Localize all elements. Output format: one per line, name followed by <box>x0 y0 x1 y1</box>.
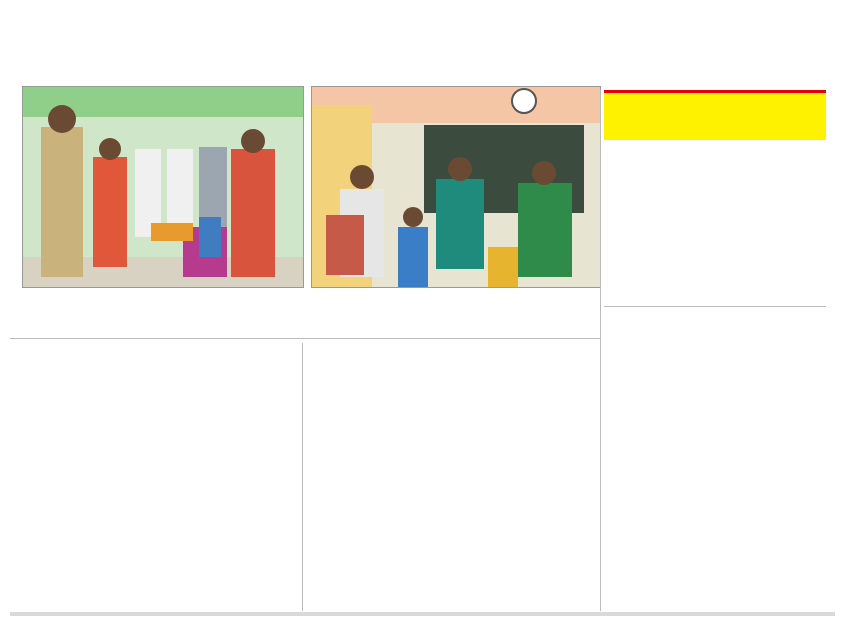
photo-illustration <box>23 87 303 287</box>
article-subheading <box>604 312 826 334</box>
article-column-4 <box>604 338 826 611</box>
caption-right-photo <box>311 290 601 334</box>
page-bottom-rule <box>10 612 835 616</box>
article-column-3 <box>604 158 826 300</box>
article-column-1 <box>10 343 298 611</box>
page-headline <box>10 4 835 76</box>
section-divider <box>604 306 826 307</box>
column-divider <box>302 343 303 611</box>
section-divider <box>10 338 600 339</box>
column-divider <box>600 90 601 611</box>
caption-left-photo <box>22 290 304 334</box>
sidebar-heading <box>604 90 826 140</box>
article-column-2 <box>306 343 596 611</box>
photo-officials-distributing-supplies <box>22 86 304 288</box>
photo-teacher-giving-notebooks <box>311 86 601 288</box>
photo-illustration <box>312 87 600 287</box>
